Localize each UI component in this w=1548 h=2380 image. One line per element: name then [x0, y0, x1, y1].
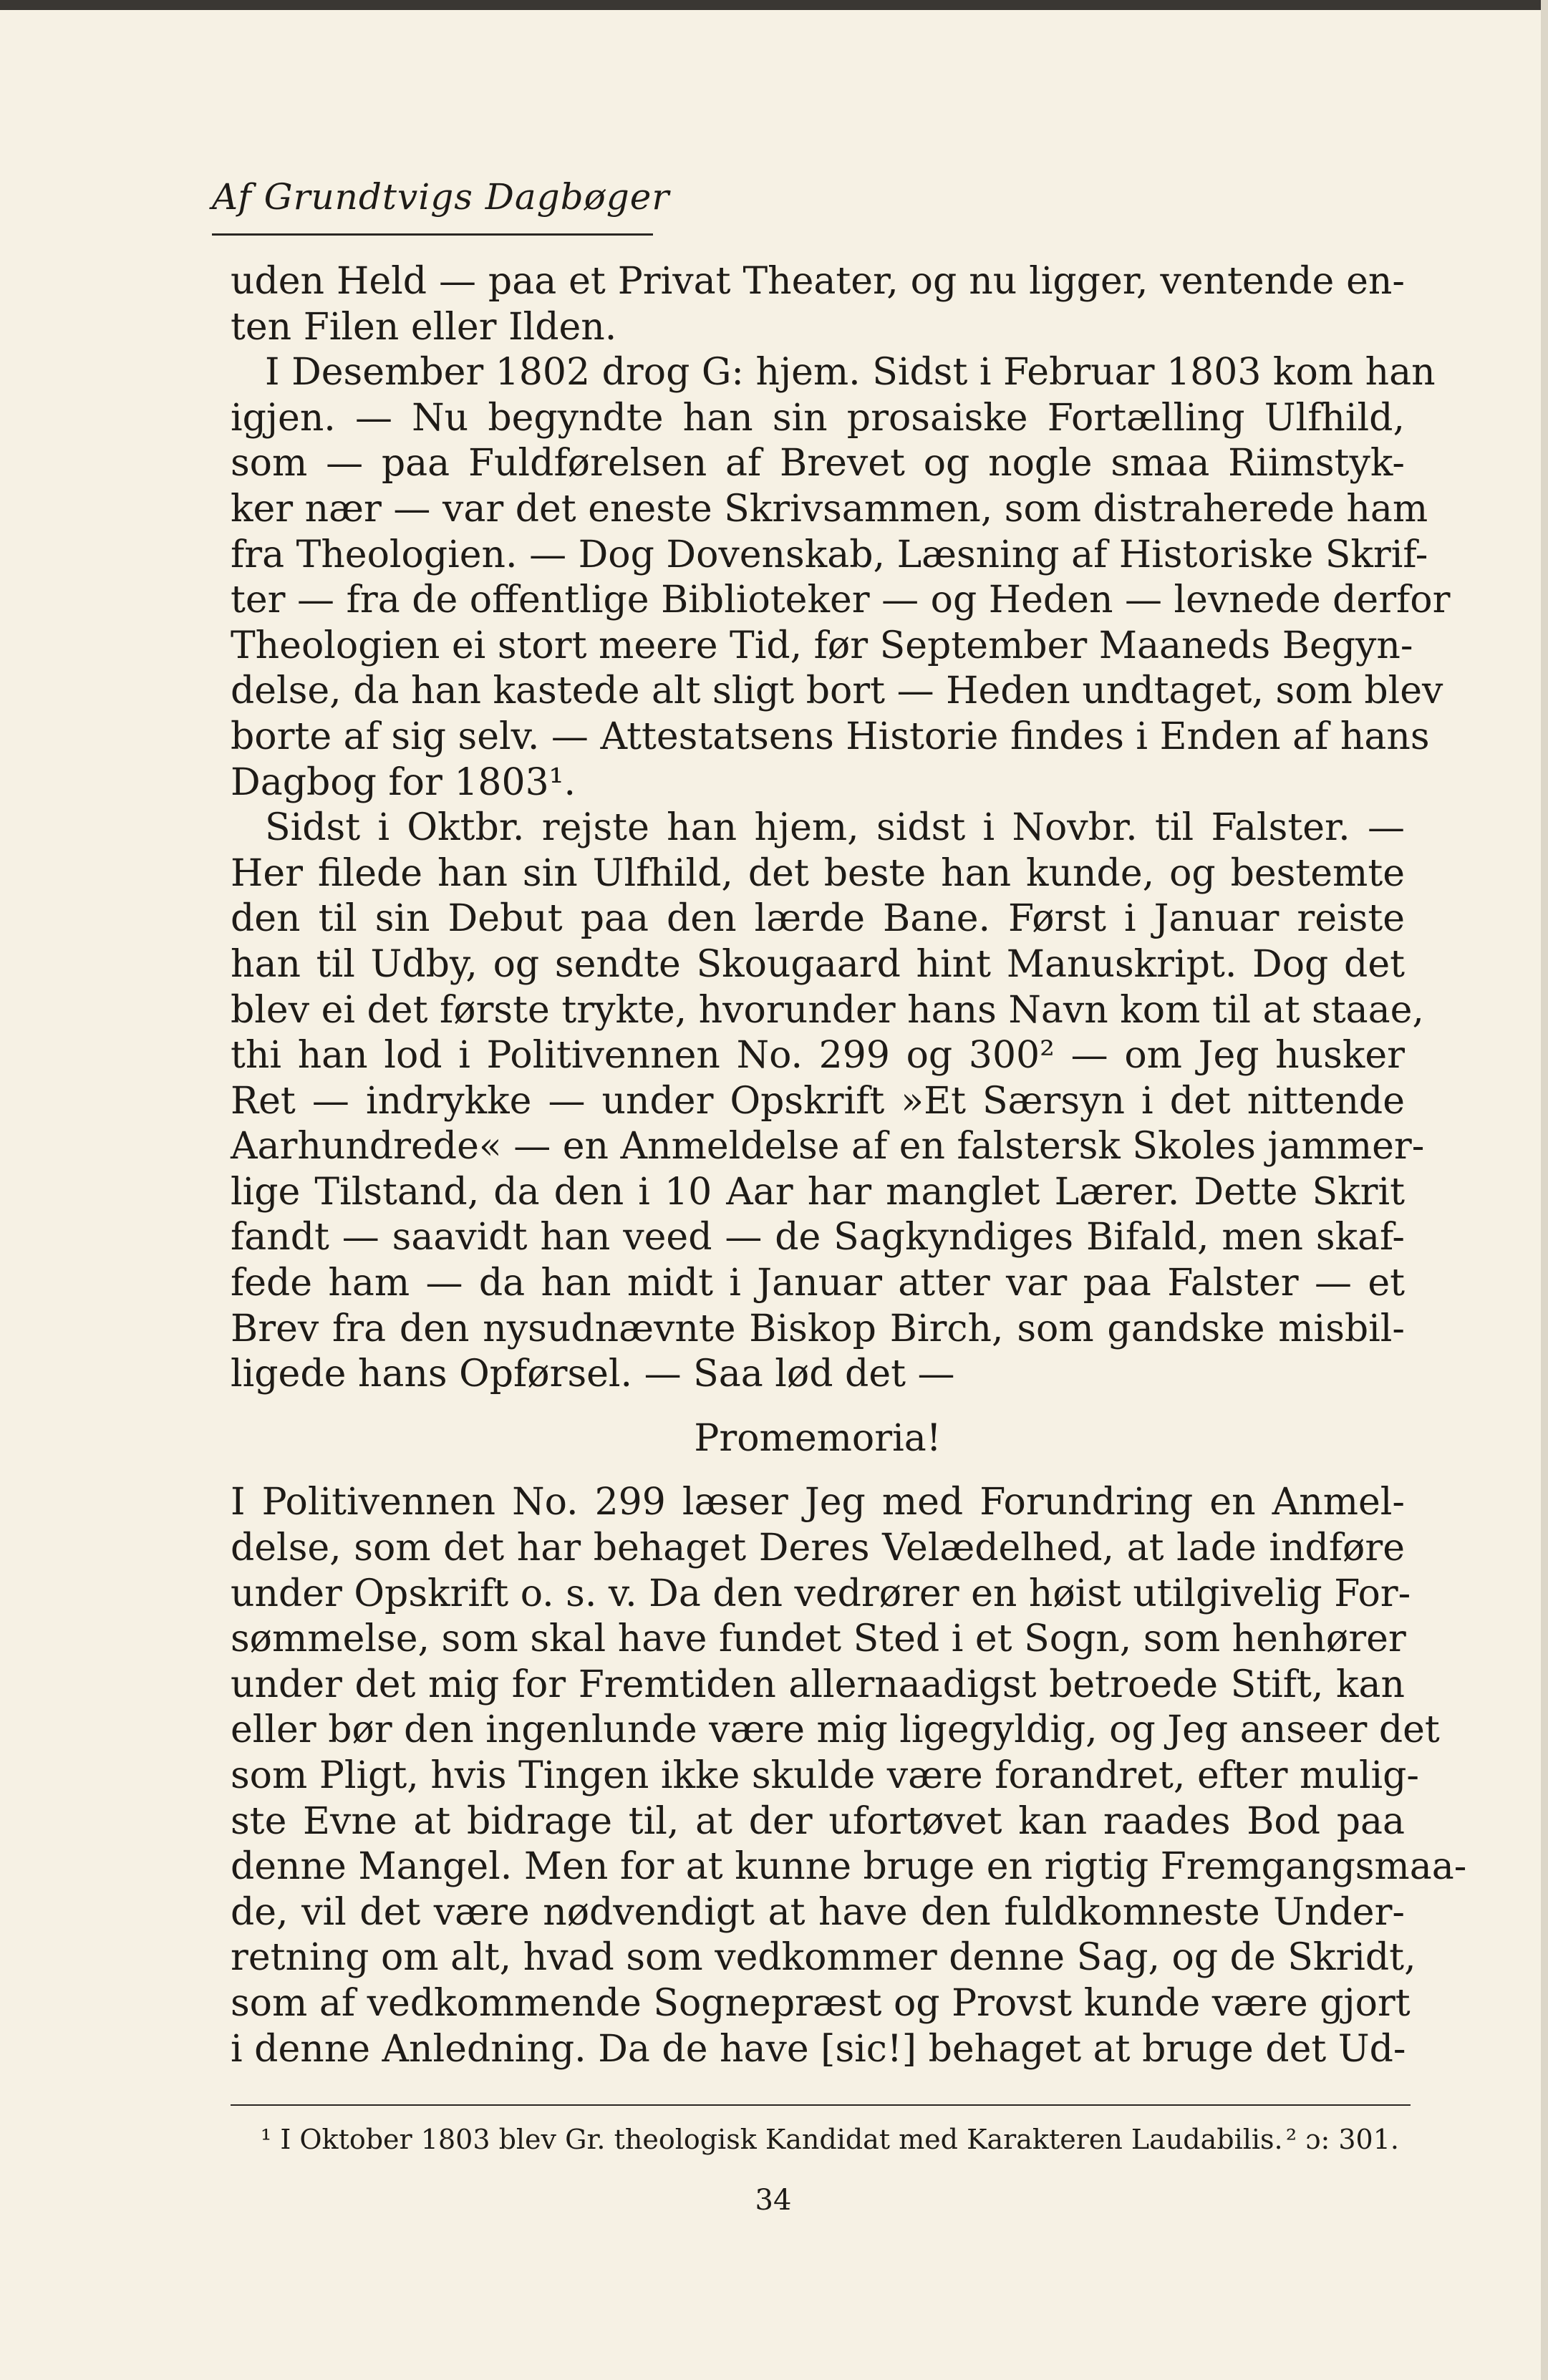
- text-line: ker nær — var det eneste Skrivsammen, som distraherede ham: [231, 487, 1428, 531]
- footnote-rule: [231, 2104, 1411, 2106]
- footnote-2: ² ɔ: 301.: [1285, 2124, 1399, 2155]
- text-line: eller bør den ingenlunde være mig ligegyldig, og Jeg anseer det: [231, 1708, 1440, 1752]
- text-line: Theologien ei stort meere Tid, før September Maaneds Begyn-: [231, 624, 1413, 667]
- text-line: fandt — saavidt han veed — de Sagkyndiges Bifald, men skaf-: [231, 1216, 1405, 1259]
- page-edge-top: [0, 0, 1548, 10]
- text-line: ten Filen eller Ilden.: [231, 305, 617, 349]
- text-line: denne Mangel. Men for at kunne bruge en rigtig Fremgangsmaa-: [231, 1845, 1467, 1889]
- text-line: under Opskrift o. s. v. Da den vedrører en høist utilgivelig For-: [231, 1572, 1411, 1615]
- text-line: delse, da han kastede alt sligt bort — Heden undtaget, som blev: [231, 669, 1443, 713]
- text-line: sømmelse, som skal have fundet Sted i et Sogn, som henhører: [231, 1617, 1406, 1661]
- text-line: som — paa Fuldførelsen af Brevet og nogle smaa Riimstyk-: [231, 442, 1405, 485]
- text-line: lige Tilstand, da den i 10 Aar har manglet Lærer. Dette Skrit: [231, 1170, 1405, 1214]
- page-edge-right: [1541, 0, 1548, 2380]
- text-line: under det mig for Fremtiden allernaadigst betroede Stift, kan: [231, 1663, 1405, 1706]
- footnotes: [261, 2124, 1399, 2157]
- text-line: den til sin Debut paa den lærde Bane. Først i Januar reiste: [231, 897, 1405, 941]
- text-line: I Desember 1802 drog G: hjem. Sidst i Februar 1803 kom han: [265, 351, 1436, 395]
- text-line: I Politivennen No. 299 læser Jeg med Forundring en Anmel-: [231, 1481, 1405, 1524]
- text-line: fede ham — da han midt i Januar atter var paa Falster — et: [231, 1262, 1405, 1305]
- section-heading: Promemoria!: [694, 1416, 942, 1460]
- text-line: de, vil det være nødvendigt at have den fuldkomneste Under-: [231, 1890, 1405, 1934]
- page-number: 34: [755, 2184, 792, 2217]
- text-line: thi han lod i Politivennen No. 299 og 300² — om Jeg husker: [231, 1034, 1405, 1078]
- text-line: fra Theologien. — Dog Dovenskab, Læsning af Historiske Skrif-: [231, 533, 1428, 576]
- body-text: [231, 259, 1467, 2072]
- text-line: som af vedkommende Sognepræst og Provst kunde være gjort: [231, 1981, 1411, 2025]
- text-line: Her filede han sin Ulfhild, det beste han kunde, og bestemte: [231, 851, 1405, 895]
- text-line: Ret — indrykke — under Opskrift »Et Særsyn i det nittende: [231, 1079, 1405, 1123]
- text-line: delse, som det har behaget Deres Velædelhed, at lade indføre: [231, 1527, 1405, 1570]
- running-head: Af Grundtvigs Dagbøger: [212, 176, 670, 218]
- text-line: Aarhundrede« — en Anmeldelse af en falstersk Skoles jammer-: [231, 1125, 1425, 1169]
- text-line: i denne Anledning. Da de have [sic!] behaget at bruge det Ud-: [231, 2027, 1406, 2071]
- text-line: uden Held — paa et Privat Theater, og nu ligger, ventende en-: [231, 260, 1405, 303]
- text-line: ter — fra de offentlige Biblioteker — og Heden — levnede derfor: [231, 579, 1451, 622]
- text-line: Brev fra den nysudnævnte Biskop Birch, som gandske misbil-: [231, 1307, 1405, 1350]
- text-line: ste Evne at bidrage til, at der ufortøvet kan raades Bod paa: [231, 1799, 1405, 1843]
- text-line: blev ei det første trykte, hvorunder hans Navn kom til at staae,: [231, 988, 1424, 1032]
- text-line: igjen. — Nu begyndte han sin prosaiske Fortælling Ulfhild,: [231, 396, 1405, 440]
- text-line: borte af sig selv. — Attestatsens Historie findes i Enden af hans: [231, 715, 1430, 758]
- text-line: retning om alt, hvad som vedkommer denne Sag, og de Skridt,: [231, 1936, 1416, 1980]
- text-line: han til Udby, og sendte Skougaard hint Manuskript. Dog det: [231, 942, 1405, 986]
- running-head-rule: [212, 233, 653, 236]
- text-line: som Pligt, hvis Tingen ikke skulde være forandret, efter mulig-: [231, 1754, 1419, 1797]
- footnote-1: ¹ I Oktober 1803 blev Gr. theologisk Kandidat med Karakteren Laudabilis.: [261, 2124, 1283, 2155]
- text-line: Sidst i Oktbr. rejste han hjem, sidst i Novbr. til Falster. —: [265, 806, 1405, 850]
- text-line: Dagbog for 1803¹.: [231, 760, 576, 804]
- text-line: ligede hans Opførsel. — Saa lød det —: [231, 1353, 955, 1396]
